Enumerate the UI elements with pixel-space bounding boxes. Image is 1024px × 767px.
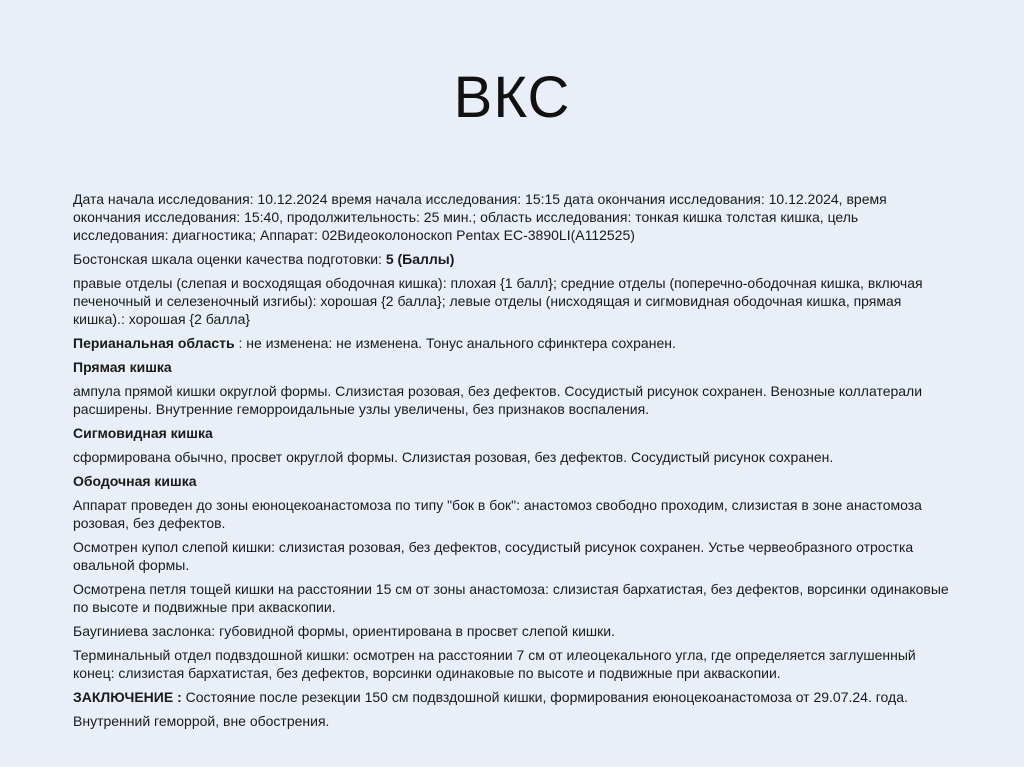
boston-scale-value: 5 (Баллы): [385, 251, 455, 267]
colon-paragraph-cecum: Осмотрен купол слепой кишки: слизистая розовая, без дефектов, сосудистый рисунок сохранен. Устье червеобразного отростка овальной формы.: [73, 539, 914, 573]
final-line: Внутренний геморрой, вне обострения.: [73, 713, 330, 729]
segments-paragraph: правые отделы (слепая и восходящая ободочная кишка): плохая {1 балл}; средние отделы (поперечно-ободочная кишка, включая печеночный и селезеночный изгибы): хорошая {2 балла}; левые отделы (нисходящая и сигмовидная ободочная кишка, прямая кишка).: хорошая {2 балла}: [73, 275, 923, 327]
perianal-text: : не изменена: не изменена. Тонус анального сфинктера сохранен.: [234, 335, 676, 351]
colon-paragraph-terminal-ileum: Терминальный отдел подвздошной кишки: осмотрен на расстоянии 7 см от илеоцекального угла, где определяется заглушенный конец: слизистая бархатистая, без дефектов, ворсинки одинаковые по высоте и подвижные при акваскопии.: [73, 647, 916, 681]
sigmoid-text: сформирована обычно, просвет округлой формы. Слизистая розовая, без дефектов. Сосудистый рисунок сохранен.: [73, 449, 834, 465]
rectum-text: ампула прямой кишки округлой формы. Слизистая розовая, без дефектов. Сосудистый рисунок сохранен. Венозные коллатерали расширены. Внутренние геморроидальные узлы увеличены, без признаков воспаления.: [73, 383, 923, 417]
colon-paragraph-jejunum: Осмотрена петля тощей кишки на расстоянии 15 см от зоны анастомоза: слизистая бархатистая, без дефектов, ворсинки одинаковые по высоте и подвижные при акваскопии.: [73, 581, 949, 615]
conclusion-text: Состояние после резекции 150 см подвздошной кишки, формирования еюноцекоанастомоза от 29.07.24. года.: [185, 689, 908, 705]
slide-title: ВКС: [453, 65, 571, 130]
study-info-paragraph: Дата начала исследования: 10.12.2024 время начала исследования: 15:15 дата окончания исследования: 10.12.2024, время окончания исследования: 15:40, продолжительность: 25 мин.; область исследования: тонкая кишка толстая кишка, цель исследования: диагностика; Аппарат: 02Видеоколоноскоп Pentax EC-3890LI(A112525): [73, 191, 887, 243]
perianal-paragraph: [73, 334, 953, 352]
conclusion-label: ЗАКЛЮЧЕНИЕ :: [73, 689, 186, 705]
colon-heading: Ободочная кишка: [73, 473, 197, 489]
colon-paragraph-anastomosis: Аппарат проведен до зоны еюноцекоанастомоза по типу "бок в бок": анастомоз свободно проходим, слизистая в зоне анастомоза розовая, без дефектов.: [73, 497, 922, 531]
rectum-heading: Прямая кишка: [73, 359, 172, 375]
sigmoid-heading: Сигмовидная кишка: [73, 425, 213, 441]
slide-body: [73, 190, 953, 736]
conclusion-paragraph: [73, 688, 953, 706]
boston-scale-paragraph: [73, 250, 953, 268]
colon-paragraph-bauhin-valve: Баугиниева заслонка: губовидной формы, ориентирована в просвет слепой кишки.: [73, 623, 615, 639]
boston-scale-label: Бостонская шкала оценки качества подготовки:: [73, 251, 386, 267]
perianal-heading: Перианальная область: [73, 335, 235, 351]
